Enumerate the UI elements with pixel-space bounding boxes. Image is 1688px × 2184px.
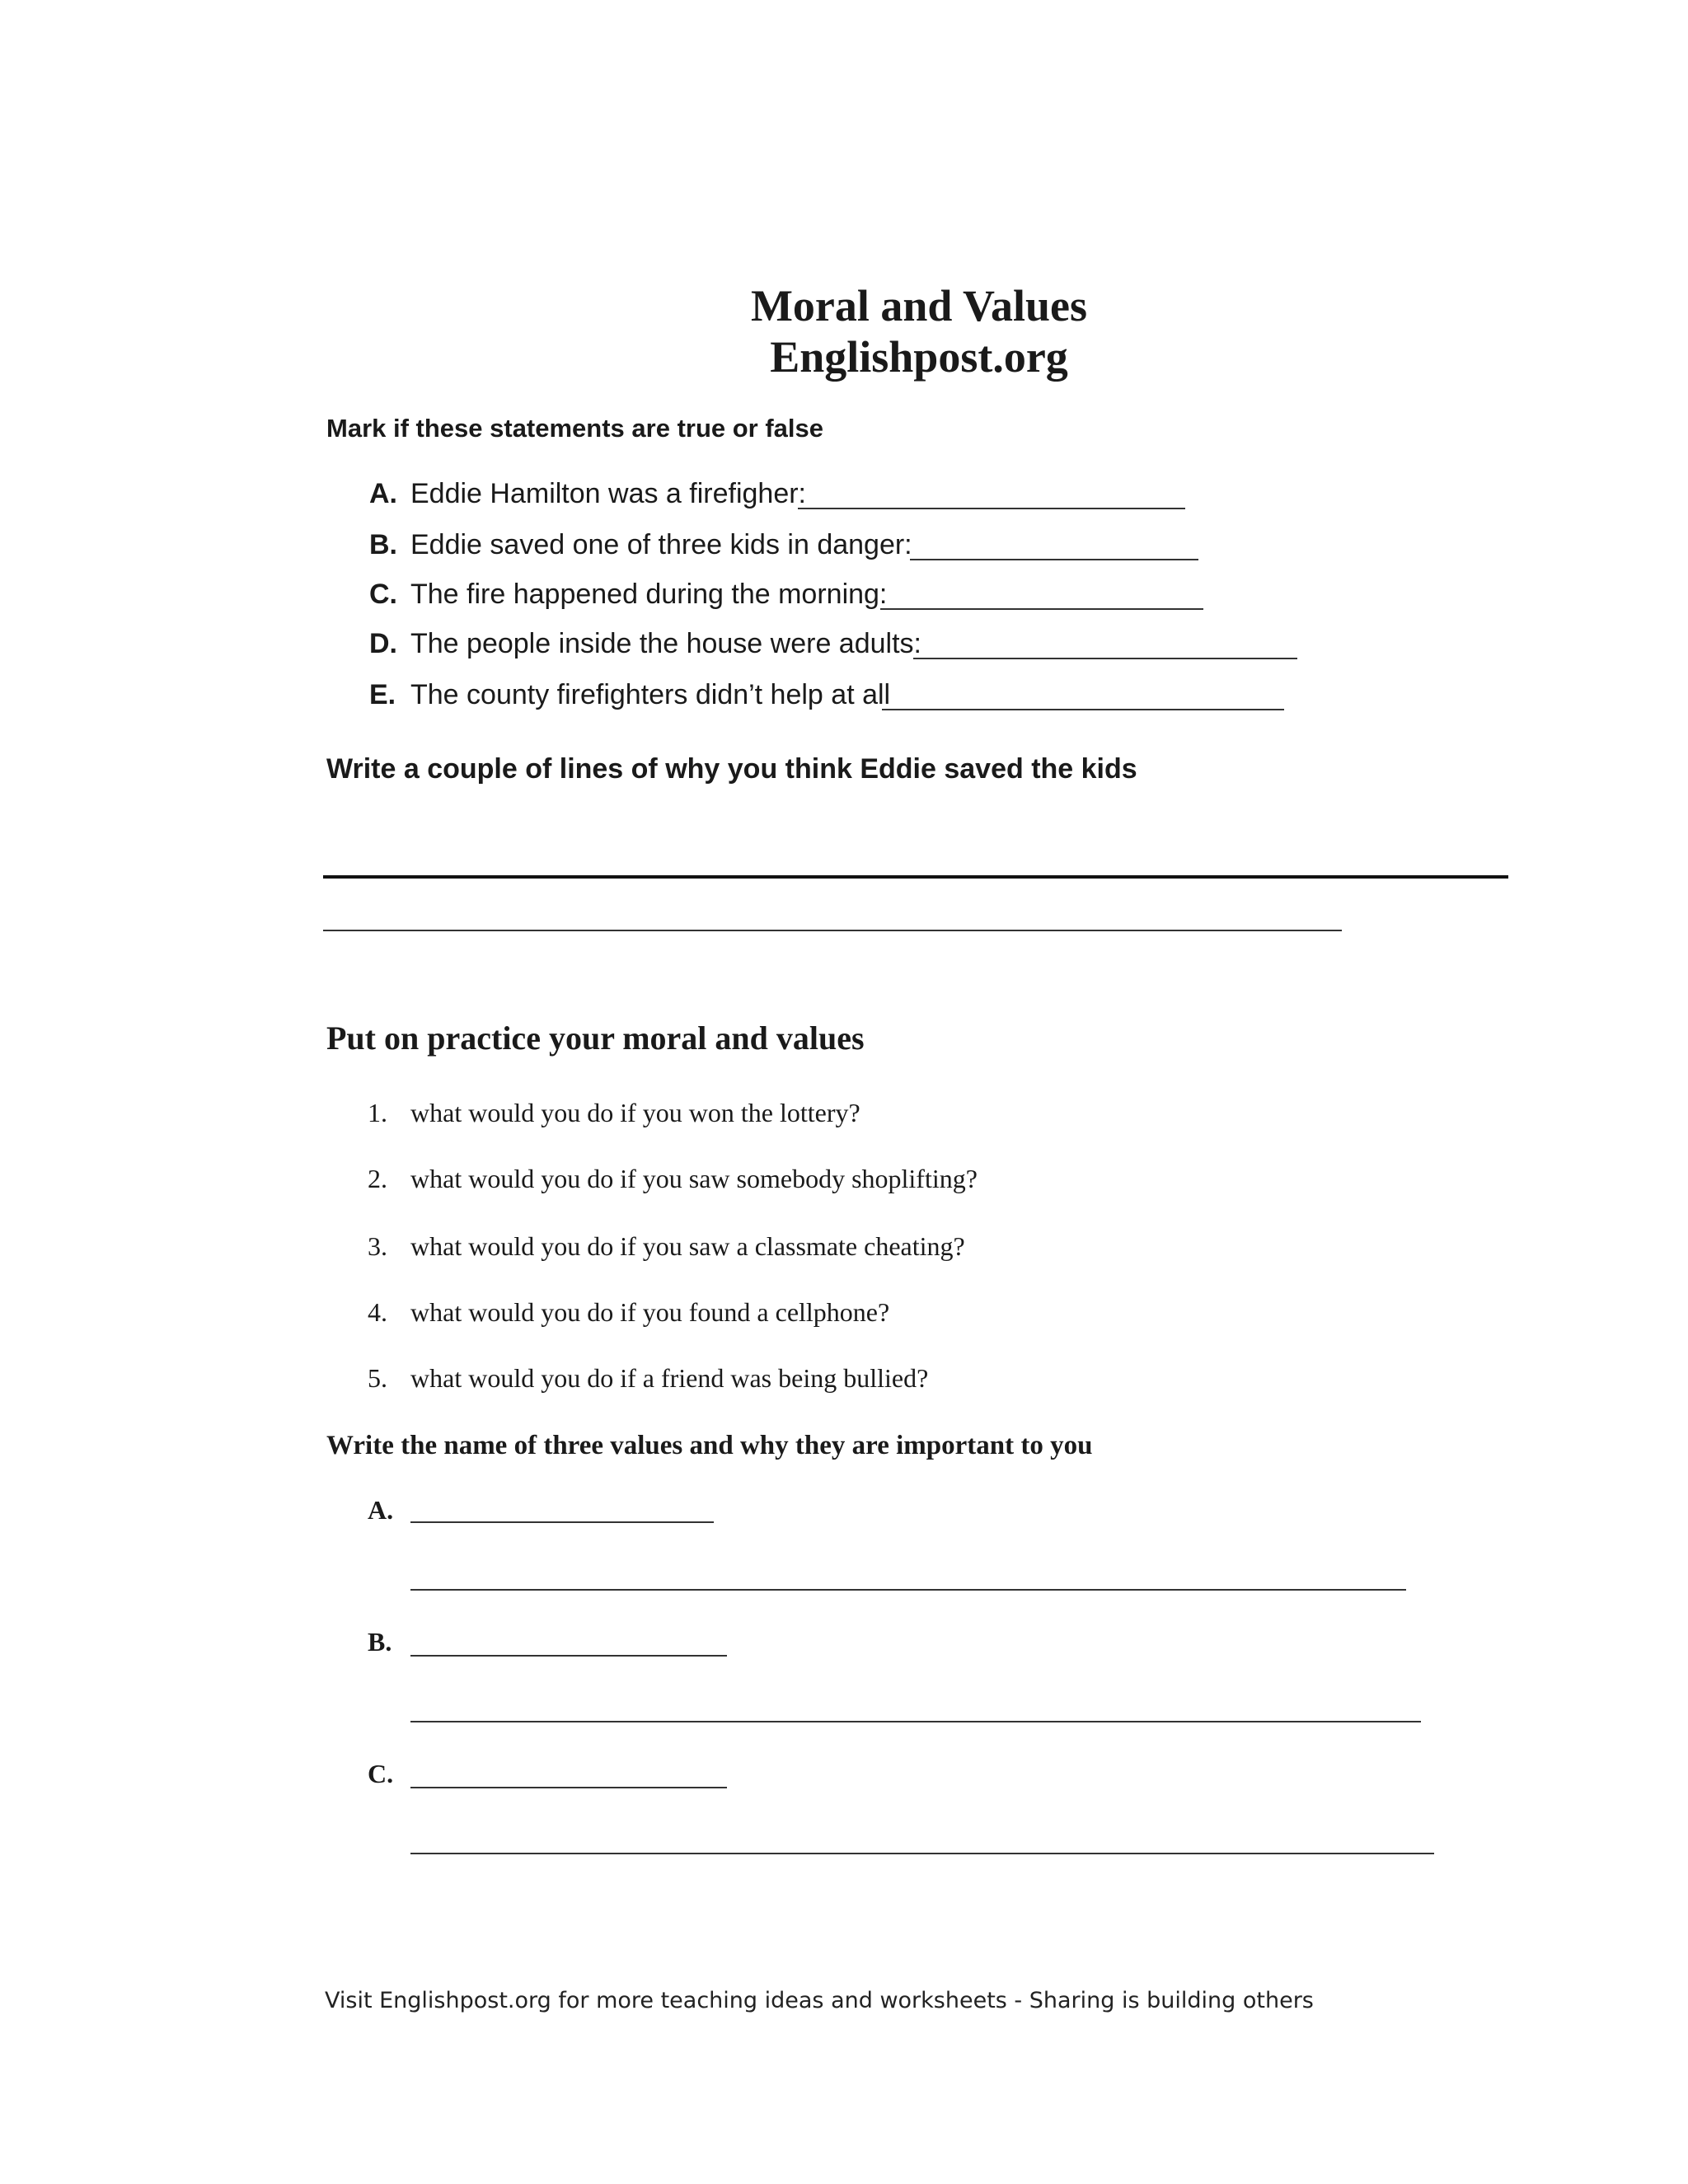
tf-letter: E. — [369, 679, 396, 710]
tf-letter: C. — [369, 579, 397, 610]
value-name-blank[interactable] — [410, 1655, 727, 1657]
question-number: 1. — [368, 1098, 387, 1127]
question-text: what would you do if you won the lottery? — [410, 1098, 860, 1127]
practice-heading: Put on practice your moral and values — [326, 1019, 865, 1057]
tf-item-c — [369, 579, 397, 611]
writing-line-1[interactable] — [323, 875, 1508, 879]
tf-item-b — [369, 529, 397, 561]
question-number: 2. — [368, 1164, 387, 1193]
writing-line-2[interactable] — [323, 930, 1342, 931]
true-false-instruction: Mark if these statements are true or false — [326, 414, 824, 443]
value-letter: C. — [368, 1759, 394, 1788]
question-number: 3. — [368, 1231, 387, 1261]
question-text: what would you do if you found a cellphone? — [410, 1297, 890, 1327]
value-reason-blank[interactable] — [410, 1721, 1421, 1722]
tf-answer-blank[interactable] — [880, 608, 1203, 610]
tf-statement: Eddie saved one of three kids in danger: — [410, 529, 912, 560]
tf-letter: A. — [369, 478, 397, 509]
question-text: what would you do if you saw somebody shoplifting? — [410, 1164, 978, 1193]
tf-item-e — [369, 679, 396, 711]
tf-answer-blank[interactable] — [882, 709, 1284, 710]
tf-statement: The county firefighters didn’t help at all — [410, 679, 891, 710]
page-subtitle: Englishpost.org — [770, 332, 1068, 382]
tf-letter: B. — [369, 529, 397, 560]
value-name-blank[interactable] — [410, 1787, 727, 1788]
values-instruction: Write the name of three values and why they are important to you — [326, 1431, 1093, 1460]
question-text: what would you do if a friend was being bullied? — [410, 1363, 929, 1393]
question-number: 4. — [368, 1297, 387, 1327]
footer-text: Visit Englishpost.org for more teaching ideas and worksheets - Sharing is building others — [325, 1988, 1314, 2013]
question-text: what would you do if you saw a classmate cheating? — [410, 1231, 965, 1261]
tf-letter: D. — [369, 628, 397, 659]
writing-instruction: Write a couple of lines of why you think Eddie saved the kids — [326, 753, 1137, 785]
value-reason-blank[interactable] — [410, 1853, 1434, 1854]
tf-item-d — [369, 628, 397, 660]
tf-answer-blank[interactable] — [798, 508, 1185, 509]
value-reason-blank[interactable] — [410, 1589, 1406, 1591]
value-name-blank[interactable] — [410, 1521, 714, 1523]
tf-statement: The people inside the house were adults: — [410, 628, 921, 659]
question-number: 5. — [368, 1363, 387, 1393]
tf-answer-blank[interactable] — [913, 658, 1297, 659]
value-letter: B. — [368, 1627, 392, 1657]
tf-item-a — [369, 478, 397, 510]
tf-statement: Eddie Hamilton was a firefigher: — [410, 478, 807, 509]
tf-answer-blank[interactable] — [910, 559, 1198, 560]
page-title: Moral and Values — [750, 281, 1088, 330]
tf-statement: The fire happened during the morning: — [410, 579, 888, 610]
value-letter: A. — [368, 1495, 394, 1525]
